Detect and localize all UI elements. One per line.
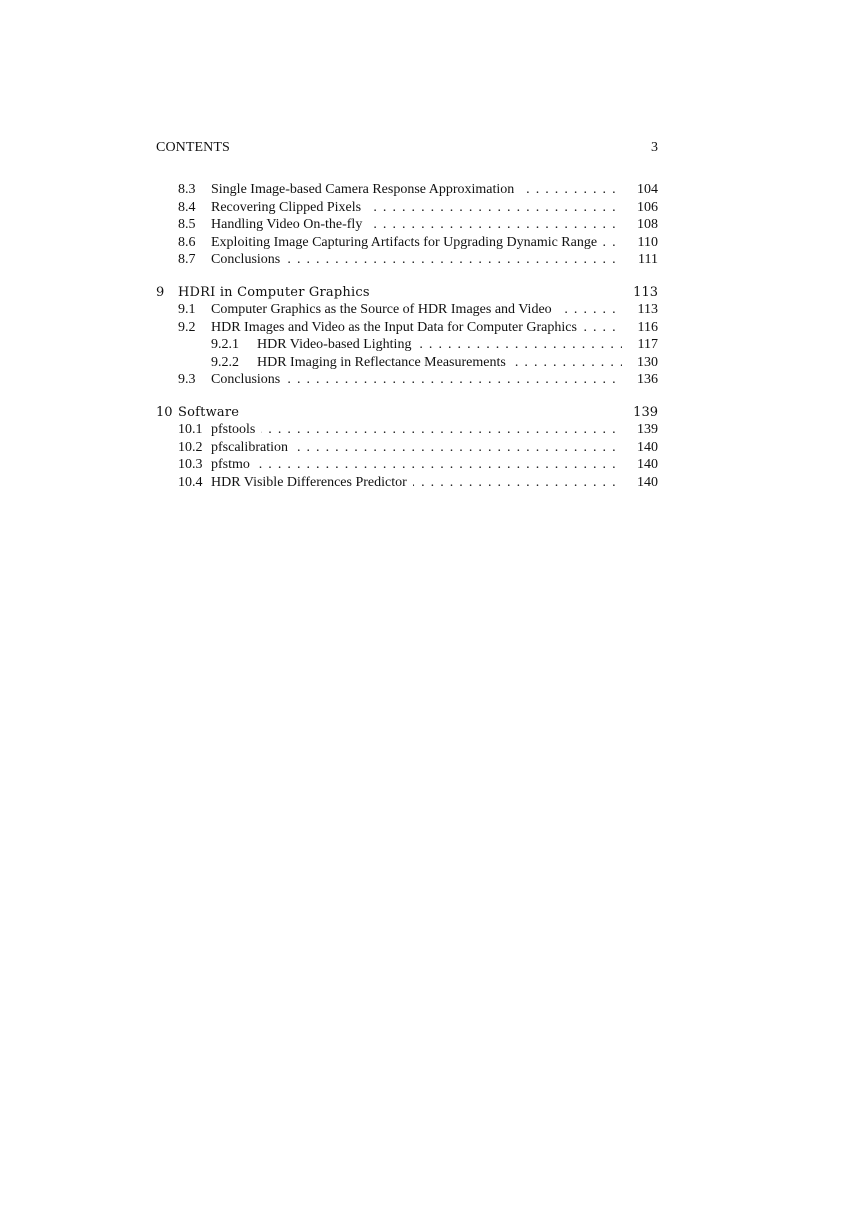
toc-entry-title: Conclusions [211, 371, 286, 389]
toc-entry-title: HDR Images and Video as the Input Data for Computer Graphics [211, 319, 583, 337]
toc-entry-number: 8.5 [178, 217, 196, 232]
toc-subentry-title: HDR Video-based Lighting [257, 336, 417, 354]
toc-entry-page: 111 [638, 252, 658, 267]
toc-entry-page: 110 [637, 234, 658, 250]
toc-entry [156, 371, 658, 389]
toc-subentry-number: 9.2.1 [211, 337, 239, 352]
toc-entry [156, 319, 658, 337]
toc-subentry [156, 336, 658, 354]
toc-dot-leader [211, 421, 622, 439]
toc-dot-leader [211, 456, 622, 474]
running-header-page-number: 3 [651, 140, 658, 155]
toc-entry-title: pfscalibration [211, 439, 294, 457]
toc-entry-page: 113 [637, 302, 658, 317]
toc-subentry-number: 9.2.2 [211, 354, 239, 370]
toc-spacer [156, 269, 658, 284]
toc-entry-number: 9.3 [178, 372, 196, 387]
toc-entry-page: 140 [637, 439, 658, 455]
toc-entry-page: 108 [637, 217, 658, 232]
toc-entry-number: 9.2 [178, 319, 196, 335]
toc-entry-number: 8.7 [178, 252, 196, 267]
toc-entry [156, 181, 658, 199]
toc-entry [156, 456, 658, 474]
toc-chapter-title: Software [178, 404, 245, 422]
toc-entry-number: 10.4 [178, 474, 203, 490]
toc-chapter-page: 113 [633, 284, 658, 300]
toc-spacer [156, 389, 658, 404]
toc-entry-page: 104 [637, 182, 658, 197]
running-header-title: CONTENTS [156, 140, 230, 155]
toc-entry-title: Recovering Clipped Pixels [211, 199, 367, 217]
toc-chapter-number: 10 [156, 404, 173, 420]
toc-entry-page: 140 [637, 474, 658, 490]
toc-chapter-page: 139 [633, 404, 658, 420]
toc-entry-number: 10.3 [178, 457, 203, 472]
toc-entry [156, 301, 658, 319]
toc-entry-title: Single Image-based Camera Response Approximation [211, 181, 520, 199]
toc-entry-page: 140 [637, 457, 658, 472]
toc-chapter-entry [156, 284, 658, 302]
toc-entry [156, 199, 658, 217]
toc-entry-number: 9.1 [178, 302, 196, 317]
toc-entry-number: 10.1 [178, 422, 203, 437]
toc-chapter-number: 9 [156, 284, 165, 300]
toc-entry [156, 251, 658, 269]
toc-entry-title: Exploiting Image Capturing Artifacts for Upgrading Dynamic Range [211, 234, 603, 252]
toc-entry [156, 439, 658, 457]
running-header [156, 140, 658, 160]
toc-entry-title: Conclusions [211, 251, 286, 269]
toc-entry-title: Computer Graphics as the Source of HDR Images and Video [211, 301, 558, 319]
toc-entry-title: pfstmo [211, 456, 256, 474]
toc-entry-page: 106 [637, 199, 658, 215]
toc-subentry-title: HDR Imaging in Reflectance Measurements [257, 354, 512, 372]
toc-entry-page: 139 [637, 422, 658, 437]
toc-entry-page: 116 [637, 319, 658, 335]
toc-chapter-entry [156, 404, 658, 422]
toc-entry-title: pfstools [211, 421, 261, 439]
toc-subentry [156, 354, 658, 372]
toc-entry-number: 8.4 [178, 199, 196, 215]
toc-entry-number: 10.2 [178, 439, 203, 455]
toc-entry-number: 8.6 [178, 234, 196, 250]
toc-entry-page: 136 [637, 372, 658, 387]
toc-entry-number: 8.3 [178, 182, 196, 197]
toc-entry-title: Handling Video On-the-fly [211, 216, 368, 234]
toc-entry [156, 234, 658, 252]
toc-entry [156, 216, 658, 234]
toc-subentry-page: 117 [637, 337, 658, 352]
toc-chapter-title: HDRI in Computer Graphics [178, 284, 376, 302]
toc-entry [156, 421, 658, 439]
toc-entry [156, 474, 658, 492]
toc-entry-title: HDR Visible Differences Predictor [211, 474, 413, 492]
toc-subentry-page: 130 [637, 354, 658, 370]
table-of-contents [156, 181, 658, 491]
